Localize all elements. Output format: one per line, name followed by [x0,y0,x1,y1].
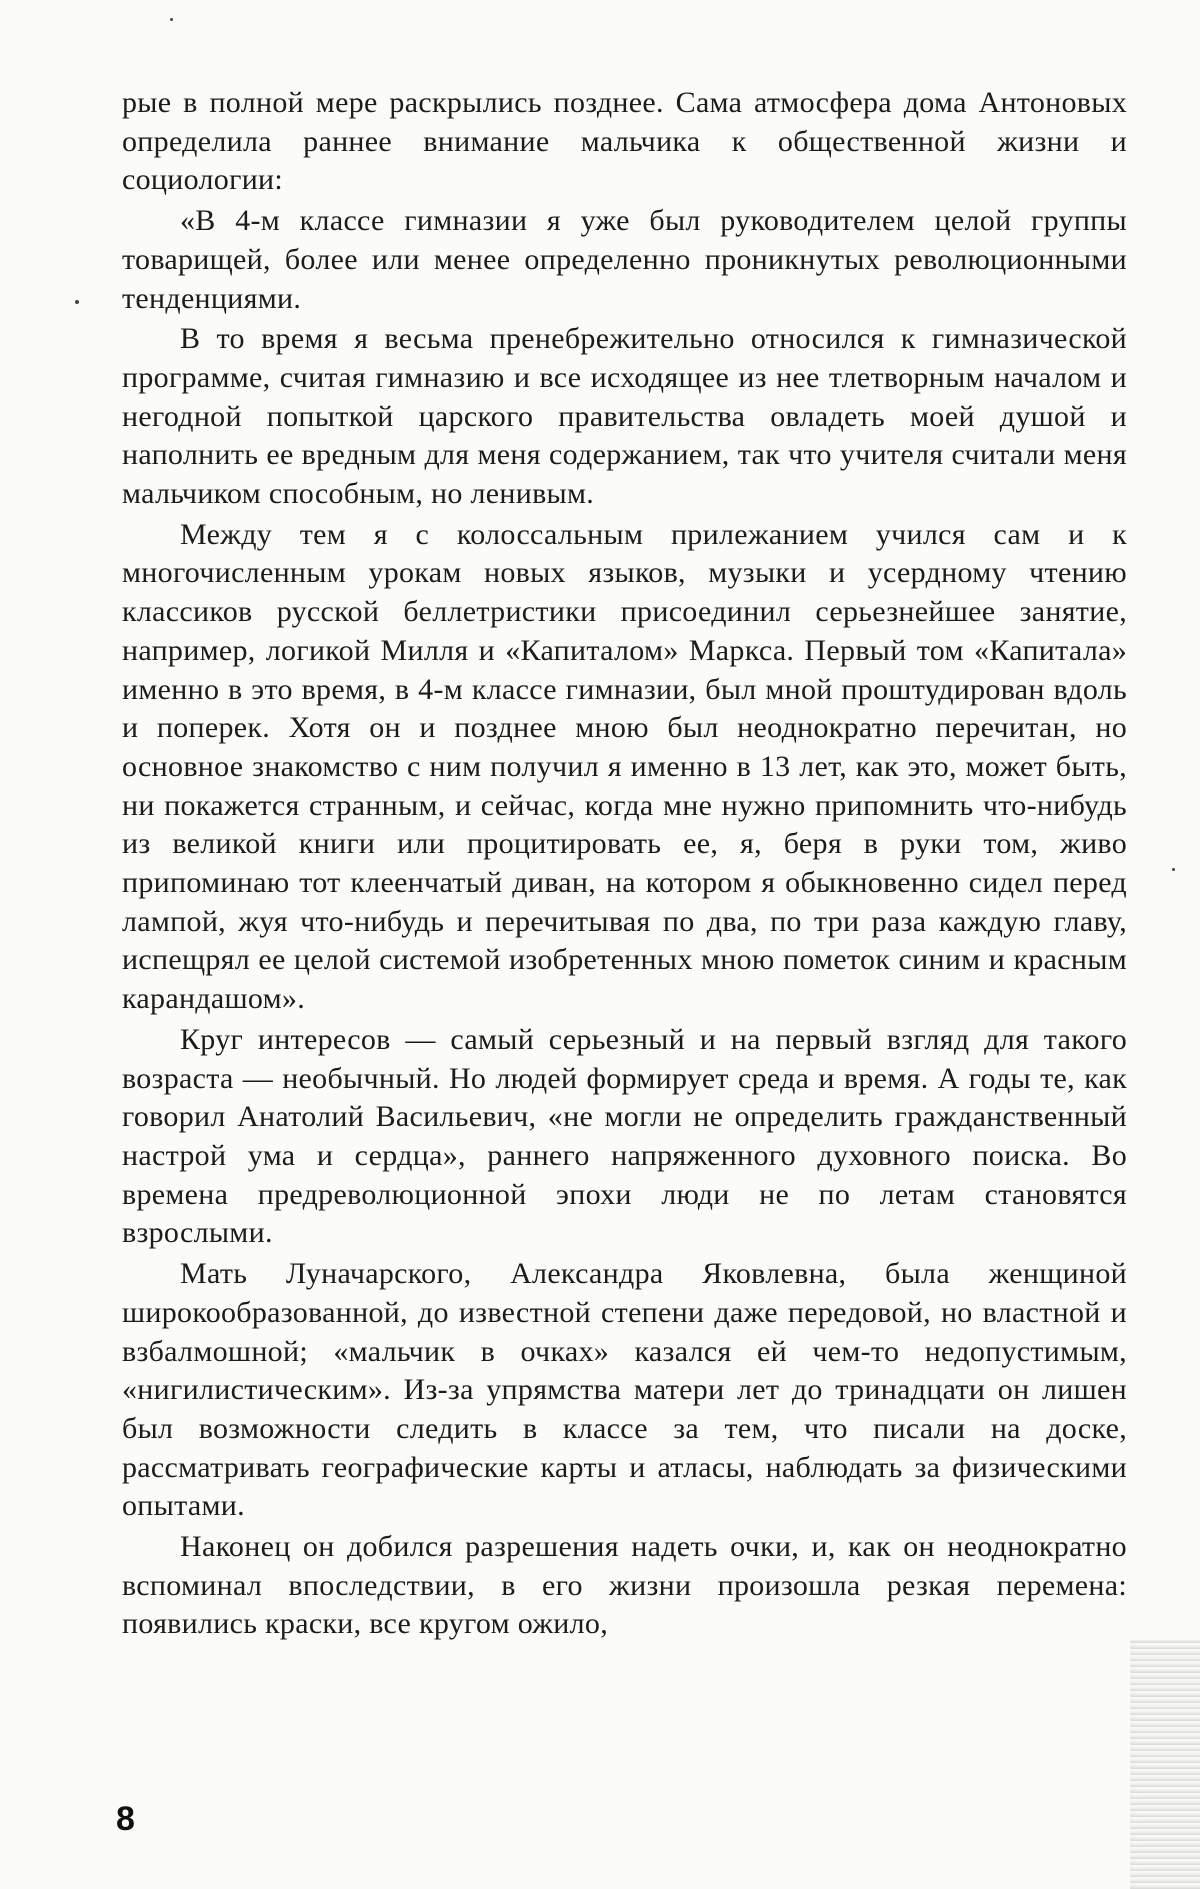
scan-edge-noise [1130,1640,1200,1889]
paragraph-mother: Мать Луначарского, Александра Яковлевна, была женщиной широкообразованной, до известной степени даже передовой, но властной и взбалмошной; «мальчик в очках» казался ей чем-то недопустимым, «нигилистическим». Из-за упрямства матери лет до тринадцати он лишен был возможности следить в классе за тем, что писали на доске, рассматривать географические карты и атласы, наблюдать за физическими опытами. [122,1255,1127,1526]
paragraph-quote-start: «В 4-м классе гимназии я уже был руководителем целой группы товарищей, более или менее определенно проникнутых революционными тенденциями. [122,202,1127,318]
text-column [122,84,1127,1646]
paragraph-continuation: рые в полной мере раскрылись позднее. Сама атмосфера дома Антоновых определила раннее внимание мальчика к общественной жизни и социологии: [122,84,1127,200]
book-page [0,0,1200,1889]
scan-speck [1172,868,1175,871]
paragraph-glasses: Наконец он добился разрешения надеть очки, и, как он неоднократно вспоминал впоследствии, в его жизни произошла резкая перемена: появились краски, все кругом ожило, [122,1528,1127,1644]
paragraph-capital: Между тем я с колоссальным прилежанием учился сам и к многочисленным урокам новых языков, музыки и усердному чтению классиков русской беллетристики присоединил серьезнейшее занятие, например, логикой Милля и «Капиталом» Маркса. Первый том «Капитала» именно в это время, в 4-м классе гимназии, был мной проштудирован вдоль и поперек. Хотя он и позднее мною был неоднократно перечитан, но основное знакомство с ним получил я именно в 13 лет, как это, может быть, ни покажется странным, и сейчас, когда мне нужно припомнить что-нибудь из великой книги или процитировать ее, я, беря в руки том, живо припоминаю тот клеенчатый диван, на котором я обыкновенно сидел перед лампой, жуя что-нибудь и перечитывая по два, по три раза каждую главу, испещрял ее целой системой изобретенных мною пометок синим и красным карандашом». [122,516,1127,1019]
paragraph-interests: Круг интересов — самый серьезный и на первый взгляд для такого возраста — необычный. Но людей формирует среда и время. А годы те, как говорил Анатолий Васильевич, «не могли не определить гражданственный настрой ума и сердца», раннего напряженного духовного поиска. Во времена предреволюционной эпохи люди не по летам становятся взрослыми. [122,1021,1127,1253]
paragraph-gymnasium: В то время я весьма пренебрежительно относился к гимназической программе, считая гимназию и все исходящее из нее тлетворным началом и негодной попыткой царского правительства овладеть моей душой и наполнить ее вредным для меня содержанием, так что учителя считали меня мальчиком способным, но ленивым. [122,320,1127,514]
page-number: 8 [116,1800,135,1839]
scan-speck [75,300,79,304]
scan-speck [170,18,173,21]
